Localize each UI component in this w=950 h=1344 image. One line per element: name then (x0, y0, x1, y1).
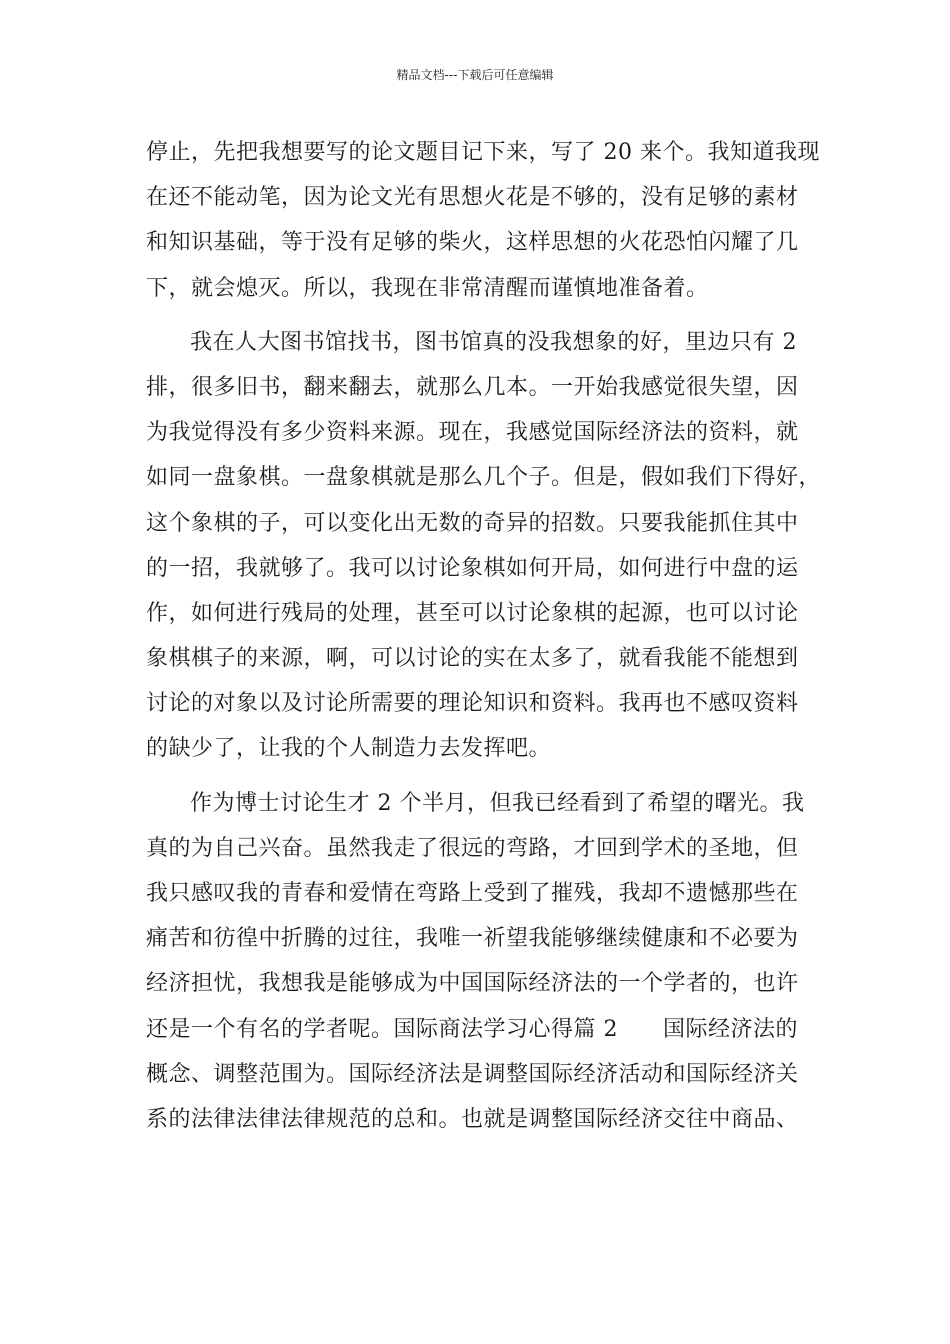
document-body (146, 130, 826, 1142)
text-line: 经济担忧，我想我是能够成为中国国际经济法的一个学者的，也许 (146, 971, 799, 997)
text-line: 为我觉得没有多少资料来源。现在，我感觉国际经济法的资料，就 (146, 420, 799, 446)
text-line: 的一招，我就够了。我可以讨论象棋如何开局，如何进行中盘的运 (146, 555, 799, 581)
text-line: 作，如何进行残局的处理，甚至可以讨论象棋的起源，也可以讨论 (146, 600, 799, 626)
text-line: 我在人大图书馆找书，图书馆真的没我想象的好，里边只有 2 (190, 329, 797, 355)
text-line: 如同一盘象棋。一盘象棋就是那么几个子。但是，假如我们下得好， (146, 465, 822, 491)
text-line: 痛苦和彷徨中折腾的过往，我唯一祈望我能够继续健康和不必要为 (146, 926, 799, 952)
text-line: 的缺少了，让我的个人制造力去发挥吧。 (146, 736, 552, 762)
paragraph-2 (146, 320, 826, 772)
text-line: 在还不能动笔，因为论文光有思想火花是不够的，没有足够的素材 (146, 185, 799, 211)
text-line: 系的法律法律法律规范的总和。也就是调整国际经济交往中商品、 (146, 1106, 799, 1132)
text-line: 我只感叹我的青春和爱情在弯路上受到了摧残，我却不遗憾那些在 (146, 881, 799, 906)
text-line: 和知识基础，等于没有足够的柴火，这样思想的火花恐怕闪耀了几 (146, 230, 799, 256)
text-line: 概念、调整范围为。国际经济法是调整国际经济活动和国际经济关 (146, 1061, 799, 1087)
paragraph-3 (146, 781, 826, 1143)
text-line: 真的为自己兴奋。虽然我走了很远的弯路，才回到学术的圣地，但 (146, 835, 799, 861)
text-line: 作为博士讨论生才 2 个半月，但我已经看到了希望的曙光。我 (190, 790, 805, 816)
text-line: 停止，先把我想要写的论文题目记下来，写了 20 来个。我知道我现 (146, 140, 820, 165)
text-line: 下，就会熄灭。所以，我现在非常清醒而谨慎地准备着。 (146, 275, 709, 301)
page-header: 精品文档---下载后可任意编辑 (396, 68, 554, 82)
text-line: 这个象棋的子，可以变化出无数的奇异的招数。只要我能抓住其中 (146, 510, 799, 536)
text-line: 讨论的对象以及讨论所需要的理论知识和资料。我再也不感叹资料 (146, 691, 799, 717)
paragraph-1 (146, 130, 826, 311)
text-line: 象棋棋子的来源，啊，可以讨论的实在太多了，就看我能不能想到 (146, 646, 799, 672)
text-line: 排，很多旧书，翻来翻去，就那么几本。一开始我感觉很失望，因 (146, 374, 799, 400)
text-line: 还是一个有名的学者呢。国际商法学习心得篇 2 国际经济法的 (146, 1016, 798, 1042)
